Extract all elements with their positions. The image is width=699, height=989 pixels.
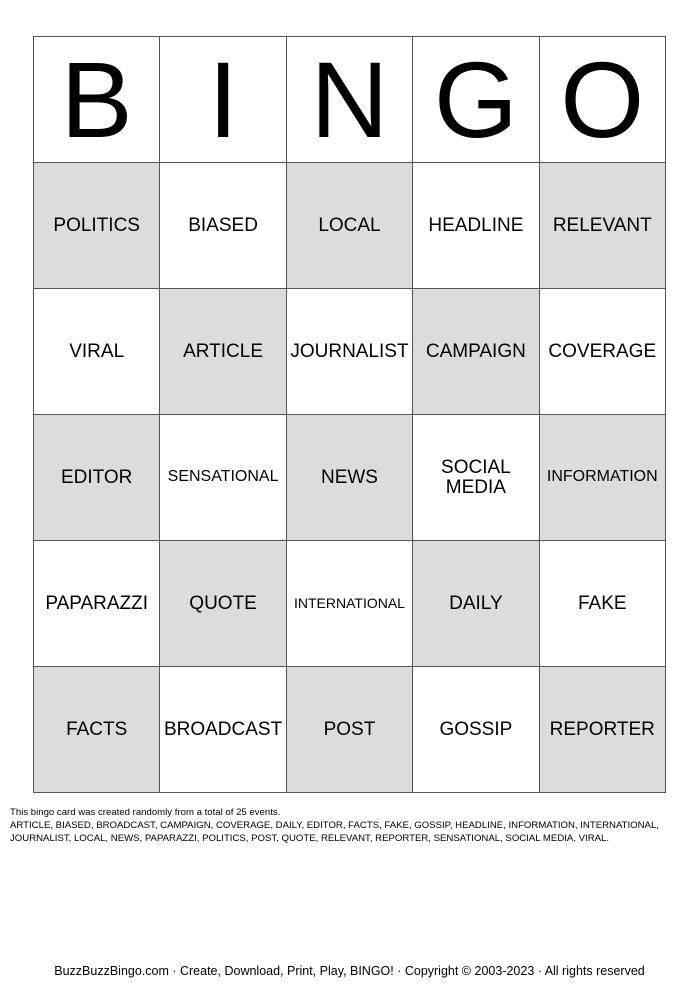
notes-word-list: ARTICLE, BIASED, BROADCAST, CAMPAIGN, COVERAGE, DAILY, EDITOR, FACTS, FAKE, GOSSIP, HEADLINE, INFORMATION, INTERNATIONAL, JOURNALIST, LOCAL, NEWS, PAPARAZZI, POLITICS, POST, QUOTE, RELEVANT, REPORTER, SENSATIONAL, SOCIAL MEDIA, VIRAL. [10, 820, 659, 844]
card-notes [10, 806, 690, 845]
bingo-cell: HEADLINE [413, 163, 539, 289]
header-letter-b: B [34, 37, 160, 163]
header-letter-o: O [539, 37, 665, 163]
header-letter-g: G [413, 37, 539, 163]
bingo-cell: LOCAL [286, 163, 412, 289]
bingo-cell: INFORMATION [539, 415, 665, 541]
bingo-cell: POST [286, 667, 412, 793]
notes-intro: This bingo card was created randomly from a total of 25 events. [10, 807, 281, 818]
bingo-cell: JOURNALIST [286, 289, 412, 415]
bingo-cell: FAKE [539, 541, 665, 667]
bingo-cell: COVERAGE [539, 289, 665, 415]
bingo-row [34, 667, 666, 793]
bingo-cell: BIASED [160, 163, 286, 289]
bingo-cell: FACTS [34, 667, 160, 793]
header-letter-n: N [286, 37, 412, 163]
bingo-cell: SOCIAL MEDIA [413, 415, 539, 541]
bingo-cell: SENSATIONAL [160, 415, 286, 541]
bingo-cell: ARTICLE [160, 289, 286, 415]
bingo-cell: NEWS [286, 415, 412, 541]
bingo-header-row [34, 37, 666, 163]
bingo-cell: REPORTER [539, 667, 665, 793]
bingo-cell: DAILY [413, 541, 539, 667]
bingo-row [34, 415, 666, 541]
bingo-cell: INTERNATIONAL [286, 541, 412, 667]
bingo-cell: QUOTE [160, 541, 286, 667]
bingo-row [34, 289, 666, 415]
bingo-cell: CAMPAIGN [413, 289, 539, 415]
bingo-cell: RELEVANT [539, 163, 665, 289]
page-footer: BuzzBuzzBingo.com · Create, Download, Print, Play, BINGO! · Copyright © 2003-2023 · All rights reserved [54, 964, 645, 978]
bingo-cell: POLITICS [34, 163, 160, 289]
bingo-cell: VIRAL [34, 289, 160, 415]
bingo-cell: BROADCAST [160, 667, 286, 793]
bingo-cell: PAPARAZZI [34, 541, 160, 667]
bingo-card [33, 36, 666, 793]
bingo-row [34, 541, 666, 667]
header-letter-i: I [160, 37, 286, 163]
bingo-cell: EDITOR [34, 415, 160, 541]
bingo-cell: GOSSIP [413, 667, 539, 793]
bingo-row [34, 163, 666, 289]
